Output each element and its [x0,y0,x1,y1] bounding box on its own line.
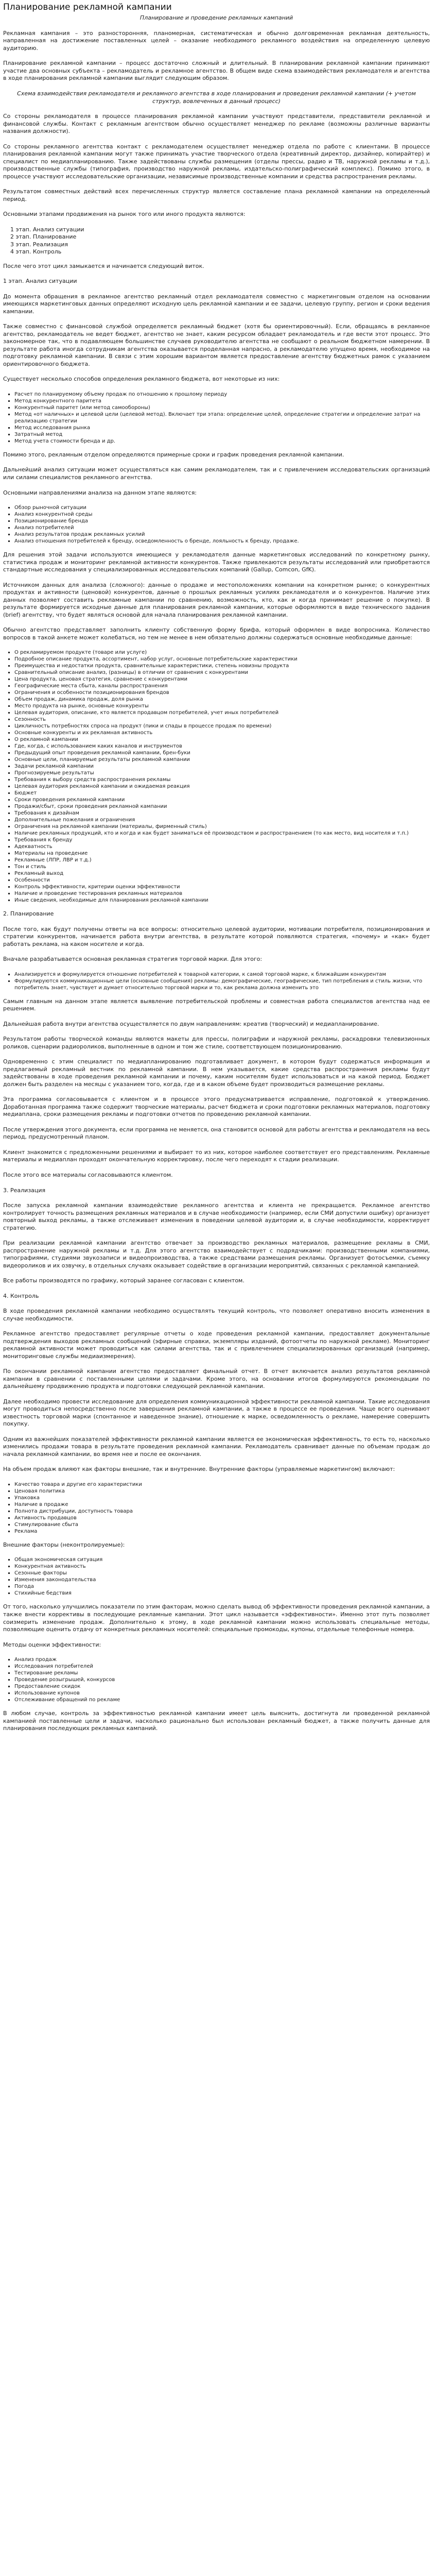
paragraph: Все работы производятся по графику, который заранее согласован с клиентом. [3,1277,245,1284]
bullet-list [14,1556,430,1597]
paragraph: От того, насколько улучшились показатели по этим факторам, можно сделать вывод об эффективности проведения рекламной кампании, а также внести коррективы в последующие рекламные кампании. Этот цикл называется «эффективности». Именно этот путь позволяет соизмерить изменение продаж. Дополнительно к этому, в ходе рекламной кампании можно использовать специальные методы, позволяющие оценить отдачу от конкретных рекламных носителей: специальные промокоды, купоны, отдельные телефонные номера. [3,1603,430,1633]
list-item: ▪ Прогнозируемые результаты [14,770,430,776]
list-item: ▪ Материалы на проведение [14,850,430,857]
paragraph: Существует несколько способов определения рекламного бюджета, вот некоторые из них: [3,376,280,383]
paragraph: Основными направлениями анализа на данном этапе являются: [3,489,197,496]
paragraph: Внешние факторы (неконтролируемые): [3,1541,125,1548]
list-item: 2 этап. Планирование [10,233,77,241]
list-item: ▪ Цена продукта, ценовая стратегия, сравнение с конкурентами [14,676,430,683]
list-item: ▪ Основные цели, планируемые результаты рекламной кампании [14,756,430,763]
paragraph: Дальнейший анализ ситуации может осуществляться как самим рекламодателем, так и с привлечением исследовательских организаций или силами специалистов рекламного агентства. [3,466,430,481]
list-item: ▪ Обзор рыночной ситуации [14,504,430,511]
list-item: ▪ Рекламные (ЛПР, ЛВР и т.д.) [14,857,430,863]
list-item: ▪ Метод исследования рынка [14,425,430,431]
paragraph: Далее необходимо провести исследование для определения коммуникационной эффективности рекламной кампании. Такие исследования могут проводиться непосредственно после завершения рекламной кампании, а также в процессе ее проведения. Чаще всего оценивают известность торговой марки (спонтанное и наведенное знание), отношение к марке, осведомленность о рекламе, намерение совершить покупку. [3,1398,430,1428]
numbered-list [10,226,430,256]
list-item: ▪ Анализ отношения потребителей к бренду, осведомленность о бренде, лояльность к бренду, продаже. [14,538,430,545]
list-item: ▪ Упаковка [14,1495,430,1501]
list-item: ▪ Анализ продаж [14,1656,430,1663]
list-item: ▪ Сроки проведения рекламной кампании [14,796,430,803]
paragraph: Самым главным на данном этапе является выявление потребительской проблемы и совместная работа специалистов агентства над ее решением. [3,997,430,1012]
bullet-list [14,971,430,991]
paragraph: Вначале разрабатывается основная рекламная стратегия торговой марки. Для этого: [3,956,263,963]
paragraph: Планирование и проведение рекламных кампаний [139,14,293,22]
paragraph: Клиент знакомится с предложенными решениями и выбирает то из них, которое наиболее соответствует его представлениям. Рекламные материалы и медиаплан проходят окончательную корректировку, после чего переходят к стадии реализации. [3,1148,430,1163]
list-item: ▪ Анализ потребителей [14,524,430,531]
paragraph: Со стороны рекламодателя в процессе планирования рекламной кампании участвуют представители, представители рекламной и финансовой службы. Контакт с рекламным агентством обычно осуществляет менеджер по рекламе (возможны различные варианты названия должности). [3,113,430,135]
paragraph: После этого все материалы согласовываются клиентом. [3,1172,173,1178]
list-item: ▪ Иные сведения, необходимые для планирования рекламной кампании [14,897,430,904]
list-item: ▪ Стимулирование сбыта [14,1521,430,1528]
bullet-list [14,504,430,545]
paragraph: Методы оценки эффективности: [3,1641,101,1648]
list-item: ▪ Географические места сбыта, каналы распространения [14,683,430,689]
list-item: ▪ Метод конкурентного паритета [14,398,430,404]
list-item: ▪ Полнота дистрибуции, доступность товара [14,1508,430,1515]
list-item: ▪ Активность продавцов [14,1515,430,1521]
list-item: ▪ Анализ конкурентной среды [14,511,430,518]
list-item: ▪ Целевая аудитория рекламной кампании и ожидаемая реакция [14,783,430,790]
list-item: ▪ Наличие рекламных продукций, кто и когда и как будет заниматься её производством и распространением (то как место, вид носителя и т.п.) [14,830,430,837]
list-item: ▪ Погода [14,1583,430,1590]
bullet-list [14,1481,430,1535]
list-item: ▪ Предыдущий опыт проведения рекламной кампании, брен-буки [14,750,430,756]
paragraph: Со стороны рекламного агентства контакт с рекламодателем осуществляет менеджер отдела по работе с клиентами. В процессе планирования рекламной кампании могут также принимать участие творческого отдела (креативный директор, дизайнер, копирайтер) и специалист по медиапланированию. Также задействованы службы размещения (отделы прессы, радио и ТВ, наружной рекламы и т.д.), производственные службы (типография, производство наружной рекламы, издательско-полиграфический комплекс). Помимо этого, в процессе участвуют исследовательские организации, независимые производственные компании и средства распространения рекламы. [3,143,430,180]
list-item: ▪ Реклама [14,1528,430,1535]
list-item: ▪ Изменения законодательства [14,1577,430,1583]
list-item: ▪ Метод «от наличных» и целевой цели (целевой метод). Включает три этапа: определение целей, определение стратегии и определение затрат на реализацию стратегии [14,411,430,425]
paragraph: Рекламная кампания – это разносторонняя, планомерная, систематическая и обычно долговременная рекламная деятельность, направленная на достижение поставленных целей – оказание необходимого рекламного воздействия на определенную целевую аудиторию. [3,29,430,52]
list-item: ▪ Наличие и проведение тестирования рекламных материалов [14,890,430,897]
list-item: ▪ Общая экономическая ситуация [14,1556,430,1563]
list-item: 1 этап. Анализ ситуации [10,226,84,233]
list-item: ▪ Требования к выбору средств распространения рекламы [14,776,430,783]
paragraph: На объем продаж влияют как факторы внешние, так и внутренние. Внутренние факторы (управляемые маркетингом) включают: [3,1466,395,1473]
bullet-list [14,1656,430,1703]
paragraph: Схема взаимодействия рекламодателя и рекламного агентства в ходе планирования и проведения рекламной кампании (+ учетом структур, вовлеченных в данный процесс) [17,90,416,105]
paragraph: Основными этапами продвижения на рынок того или иного продукта являются: [3,211,246,218]
bullet-list [14,391,430,445]
paragraph: По окончании рекламной кампании агентство предоставляет финальный отчет. В отчет включается анализ результатов рекламной кампании в сравнении с поставленными целями и задачами. Кроме этого, на основании итогов формулируются рекомендации по дальнейшему продвижению продукта и подготовки следующей рекламной кампании. [3,1368,430,1390]
list-item: ▪ Задачи рекламной кампании [14,763,430,770]
list-item: ▪ Расчет по планируемому объему продаж по отношению к прошлому периоду [14,391,430,398]
paragraph: При реализации рекламной кампании агентство отвечает за производство рекламных материалов, размещение рекламы в СМИ, распространение наружной рекламы и т.д. Для этого агентство взаимодействует с подрядчиками: производственными компаниями, типографиями, студиями звукозаписи и видеопроизводства, а также средствами размещения рекламы. Организует фотосъемки, съемку видеороликов и их озвучку, в отдельных случаях оказывает содействие в организации мероприятий, связанных с рекламной кампанией. [3,1240,430,1269]
list-item: ▪ О рекламной кампании [14,736,430,743]
paragraph: После запуска рекламной кампании взаимодействие рекламного агентства и клиента не прекращается. Рекламное агентство контролирует точность размещения рекламных материалов и в случае необходимости (например, если СМИ допустили ошибку) организует повторный выход рекламы, а также отслеживает изменения в поведении целевой аудитории и, в случае необходимости, корректирует стратегию. [3,1202,430,1231]
list-item: ▪ Ограничения на рекламной кампании (материалы, фирменный стиль) [14,823,430,830]
paragraph: После чего этот цикл замыкается и начинается следующий виток. [3,262,204,269]
paragraph: Одновременно с этим специалист по медиапланированию подготавливает документ, в котором будут содержаться информация и предлагаемый рекламный вестник по рекламной кампании. В нем указывается, какие средства распространения рекламы будут задействованы в ходе проведения рекламной кампании и почему, каким носителям будет использоваться и на какой период. Бюджет должен быть разделен на месяцы с указанием того, когда, где и в каком объеме будет производиться размещение рекламы. [3,1058,430,1088]
list-item: ▪ Место продукта на рынке, основные конкуренты [14,703,430,709]
list-item: ▪ Преимущества и недостатки продукта, сравнительные характеристики, степень новизны продукта [14,663,430,669]
paragraph: После того, как будут получены ответы на все вопросы: относительно целевой аудитории, мотивации потребителя, позиционирования и стратегии конкурентов, начинается работа внутри агентства, в результате которой появляются стратегия, «почему» и «как» будет работать реклама, на каком носителе и когда. [3,925,430,947]
list-item: ▪ Тон и стиль [14,863,430,870]
list-item: ▪ Сезонные факторы [14,1570,430,1577]
list-item: ▪ Конкурентная активность [14,1563,430,1570]
list-item: ▪ Использование купонов [14,1690,430,1697]
list-item: ▪ О рекламируемом продукте (товаре или услуге) [14,649,430,656]
list-item: ▪ Качество товара и другие его характеристики [14,1481,430,1488]
list-item: ▪ Позиционирование бренда [14,518,430,524]
list-item: ▪ Требования к дизайнам [14,810,430,817]
paragraph: В ходе проведения рекламной кампании необходимо осуществлять текущий контроль, что позволяет оперативно вносить изменения в случае необходимости. [3,1308,430,1322]
list-item: 3 этап. Реализация [10,241,68,248]
paragraph: Помимо этого, рекламным отделом определяются примерные сроки и график проведения рекламной кампании. [3,451,344,458]
list-item: ▪ Дополнительные пожелания и ограничения [14,817,430,823]
list-item: ▪ Сезонность [14,716,430,723]
paragraph: 3. Реализация [3,1187,46,1194]
paragraph: Дальнейшая работа внутри агентства осуществляется по двум направлениям: креатив (творческий) и медиапланирование. [3,1020,379,1027]
list-item: ▪ Цикличность потребностях спроса на продукт (пики и спады в процессе продаж по времени) [14,723,430,730]
paragraph: Результатом совместных действий всех перечисленных структур является составление плана рекламной кампании на определенный период. [3,188,430,202]
list-item: ▪ Наличие в продаже [14,1501,430,1508]
list-item: ▪ Отслеживание обращений по рекламе [14,1697,430,1703]
paragraph: Для решения этой задачи используются имеющиеся у рекламодателя данные маркетинговых исследований по конкретному рынку, статистика продаж и мониторинг рекламной активности конкурентов. Также привлекаются результаты исследований или приобретаются стандартные исследования у специализированных исследовательских компаний (Gallup, Comcon, GfK). [3,551,430,573]
list-item: ▪ Бюджет [14,790,430,796]
list-item: ▪ Формулируются коммуникационные цели (основные сообщения) рекламы: демографические, географические, тип потребления и стиль жизни, что потребитель знает, чувствует и думает относительно торговой марки и то, как реклама должна изменить это [14,978,430,991]
list-item: ▪ Конкурентный паритет (или метод самообороны) [14,404,430,411]
list-item: ▪ Исследования потребителей [14,1663,430,1670]
list-item: ▪ Метод учета стоимости бренда и др. [14,438,430,445]
list-item: ▪ Проведение розыгрышей, конкурсов [14,1676,430,1683]
list-item: ▪ Адекватность [14,843,430,850]
list-item: ▪ Сравнительный описание анализ, (разницы) в отличии от сравнения с конкурентами [14,669,430,676]
list-item: ▪ Рекламный выход [14,870,430,877]
list-item: ▪ Стихийные бедствия [14,1590,430,1597]
paragraph: Одним из важнейших показателей эффективности рекламной кампании является ее экономическая эффективность, то есть то, насколько изменились продажи товара в результате проведения рекламной кампании. Рекламодатель сравнивает данные по объемам продаж до начала рекламной кампании, во время нее и после ее окончания. [3,1435,430,1458]
paragraph: Рекламное агентство предоставляет регулярные отчеты о ходе проведения рекламной кампании, предоставляет документальные подтверждения выходов рекламных сообщений (эфирные справки, экземпляры изданий, фотоотчеты по наружной рекламе). Мониторинг рекламной активности может проводиться как силами агентства, так и с привлечением специализированных организаций (например, мониторинговые службы медиаизмерения). [3,1330,430,1360]
list-item: ▪ Затратный метод [14,431,430,438]
paragraph: 4. Контроль [3,1292,39,1299]
paragraph: 2. Планирование [3,910,54,918]
page-title: Планирование рекламной кампании [3,2,172,12]
list-item: ▪ Анализируется и формулируется отношение потребителей к товарной категории, к самой торговой марке, к ближайшим конкурентам [14,971,430,978]
list-item: 4 этап. Контроль [10,248,62,256]
list-item: ▪ Ограничения и особенности позиционирования брендов [14,689,430,696]
paragraph: Планирование рекламной кампании – процесс достаточно сложный и длительный. В планировании рекламной кампании принимают участие два основных субъекта – рекламодатель и рекламное агентство. В общем виде схема взаимодействия рекламодателя и агентства в ходе планирования рекламной кампании выглядит следующим образом. [3,60,430,82]
paragraph: Обычно агентство представляет заполнить клиенту собственную форму брифа, который оформлен в виде вопросника. Количество вопросов в такой анкете может колебаться, но тем не менее в нем обязательно должны содержаться основные необходимые данные: [3,626,430,641]
document-body [3,14,430,1732]
list-item: ▪ Целевая аудитория, описание, кто является продавцом потребителей, учет иных потребителей [14,709,430,716]
paragraph: В любом случае, контроль за эффективностью рекламной кампании имеет цель выяснить, достигнута ли проведенной рекламной кампанией поставленные цели и задачи, насколько рационально был использован рекламный бюджет, а также получить данные для планирования последующих рекламных кампаний. [3,1710,430,1732]
paragraph: Результатом работы творческой команды являются макеты для прессы, полиграфии и наружной рекламы, раскадровки телевизионных роликов, сценарии радиороликов, выполненные в одном и том же стиле, соответствующем позиционированию. [3,1036,430,1050]
paragraph: После утверждения этого документа, если программа не меняется, она становится основой для работы агентства и рекламодателя на весь период, предусмотренный планом. [3,1126,430,1141]
list-item: ▪ Тестирование рекламы [14,1670,430,1676]
paragraph: 1 этап. Анализ ситуации [3,278,77,285]
bullet-list [14,649,430,904]
list-item: ▪ Подробное описание продукта, ассортимент, набор услуг, основные потребительские характеристики [14,656,430,663]
paragraph: Эта программа согласовывается с клиентом и в процессе этого предусматривается исправление, подготовкой к утверждению. Доработанная программа также содержит творческие материалы, расчет бюджета и сроки подготовки рекламных материалов, подготовку медиаплана, сроки размещения рекламы и подготовки отчетов по проведению рекламной кампании. [3,1096,430,1118]
list-item: ▪ Требования к бренду [14,837,430,843]
list-item: ▪ Объем продаж, динамика продаж, доля рынка [14,696,430,703]
list-item: ▪ Анализ результатов продаж рекламных усилий [14,531,430,538]
paragraph: Источником данных для анализа (сложного): данные о продаже и местоположениях компании на конкретном рынке; о конкурентных продуктах и активности (ценовой) конкурентов, данные о прошлых рекламных усилиях рекламодателя и о конкурентов. Наличие этих данных позволяет составить рекламные кампании по сравнению, возможность, кто, как и когда принимает решение о покупке). В результате формируется исходные данные для планирования рекламной кампании, которые оформляются в виде технического задания (brief) агентству, что будет являться основой для начала планирования рекламной кампании. [3,581,430,618]
paragraph: Также совместно с финансовой службой определяется рекламный бюджет (хотя бы ориентировочный). Если, обращаясь в рекламное агентство, рекламодатель не ведет бюджет, агентство не знает, каким ресурсом обладает рекламодатель и где вести этот процесс. Это закономерное так, что в подавляющем большинстве случаев руководителю агентства не сообщают о реальном бюджетном намерении. В результате работа иногда сотрудникам агентства оказывается проделанная напрасно, а рекламодателю упущено время, необходимое на подготовку рекламной кампании. В связи с этим хорошим вариантом является предоставление агентству бюджетных рамок с указанием ориентировочного бюджета. [3,323,430,367]
list-item: ▪ Предоставление скидок [14,1683,430,1690]
list-item: ▪ Продажи/сбыт, сроки проведения рекламной кампании [14,803,430,810]
list-item: ▪ Где, когда, с использованием каких каналов и инструментов [14,743,430,750]
list-item: ▪ Основные конкуренты и их рекламная активность [14,730,430,736]
list-item: ▪ Особенности [14,877,430,884]
paragraph: До момента обращения в рекламное агентство рекламный отдел рекламодателя совместно с маркетинговым отделом на основании имеющихся маркетинговых данных определяют исходную цель рекламной кампании и ее задачи, целевую группу, регион и сроки ведения кампании. [3,293,430,315]
list-item: ▪ Контроль эффективности, критерии оценки эффективности [14,884,430,890]
list-item: ▪ Ценовая политика [14,1488,430,1495]
